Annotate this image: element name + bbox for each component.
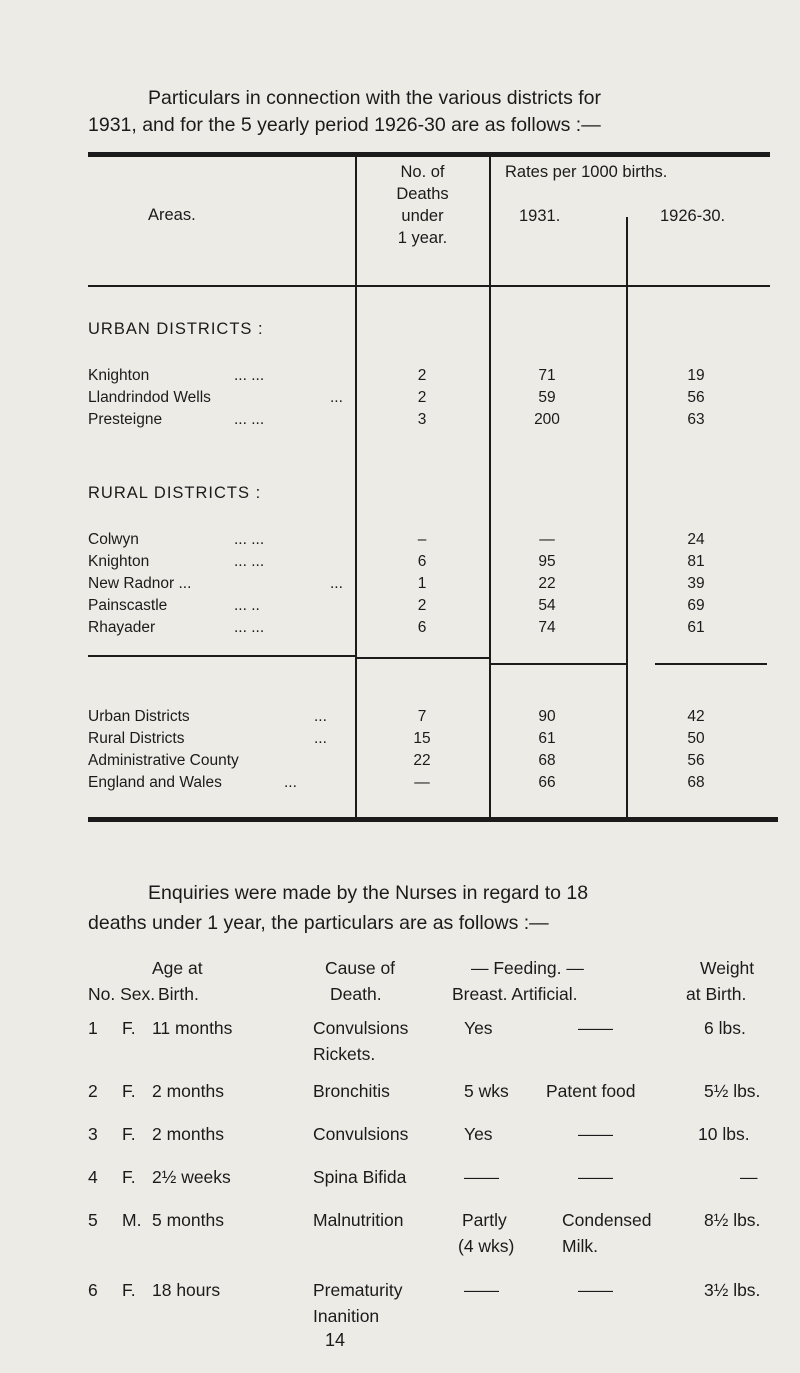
header-deaths-line-3: under [401, 207, 444, 225]
leader-dots: ... [330, 575, 343, 592]
leader-dots: ... [284, 774, 297, 791]
deaths-value: 2 [417, 389, 427, 406]
deaths-value: – [417, 531, 427, 548]
rate-1926-value: 42 [687, 708, 705, 725]
deaths-value: 22 [413, 752, 431, 769]
row-sex: F. [122, 1081, 136, 1101]
deaths-value: 3 [417, 411, 427, 428]
area-name: Knighton [88, 553, 150, 570]
header-feeding: — Feeding. — [471, 958, 584, 978]
row-number: 6 [88, 1280, 98, 1300]
row-breast: —— [464, 1167, 499, 1187]
row-age: 2 months [152, 1124, 224, 1144]
row-sex: F. [122, 1018, 136, 1038]
row-age: 11 months [152, 1018, 233, 1038]
rate-1931-value: 54 [538, 597, 556, 614]
row-number: 1 [88, 1018, 98, 1038]
header-areas: Areas. [148, 206, 196, 224]
row-artificial-2: Milk. [562, 1236, 598, 1256]
header-no-sex: No. Sex. [88, 984, 156, 1004]
rate-1931-value: — [539, 531, 555, 548]
row-breast: Yes [464, 1018, 493, 1038]
row-artificial: Patent food [546, 1081, 636, 1101]
area-name: Llandrindod Wells [88, 389, 211, 406]
header-1926-30: 1926-30. [660, 207, 726, 225]
rate-1926-value: 19 [687, 367, 705, 384]
row-cause-2: Rickets. [313, 1044, 376, 1064]
row-breast: —— [464, 1280, 499, 1300]
header-weight: Weight [700, 958, 755, 978]
row-breast: 5 wks [464, 1081, 509, 1101]
area-name: Urban Districts [88, 708, 190, 725]
leader-dots: ... [330, 389, 343, 406]
rate-1926-value: 61 [687, 619, 705, 636]
row-breast-2: (4 wks) [458, 1236, 515, 1256]
leader-dots: ... ... [234, 553, 265, 570]
page-number: 14 [325, 1330, 346, 1350]
area-name: Administrative County [88, 752, 239, 769]
summary-rule-1926 [655, 663, 767, 665]
row-breast: Partly [462, 1210, 507, 1230]
row-artificial: —— [578, 1167, 613, 1187]
deaths-value: 6 [417, 553, 427, 570]
header-deaths [370, 161, 475, 249]
row-age: 2½ weeks [152, 1167, 231, 1187]
header-deaths-line-4: 1 year. [397, 229, 448, 247]
row-cause: Convulsions [313, 1124, 409, 1144]
rate-1926-value: 24 [687, 531, 705, 548]
header-breast-artificial: Breast. Artificial. [452, 984, 578, 1004]
deaths-value: 6 [417, 619, 427, 636]
rate-1926-value: 68 [687, 774, 705, 791]
row-number: 5 [88, 1210, 98, 1230]
header-at-birth: at Birth. [686, 984, 747, 1004]
row-age: 18 hours [152, 1280, 221, 1300]
row-weight: 8½ lbs. [704, 1210, 761, 1230]
header-birth: Birth. [158, 984, 199, 1004]
leader-dots: ... ... [234, 531, 265, 548]
col-divider-2 [489, 152, 491, 820]
row-sex: F. [122, 1124, 136, 1144]
header-bottom-rule [88, 285, 770, 287]
rate-1931-value: 90 [538, 708, 556, 725]
intro-line-2: 1931, and for the 5 yearly period 1926-30 are as follows :— [88, 114, 601, 136]
area-name: Presteigne [88, 411, 163, 428]
area-name: Painscastle [88, 597, 168, 614]
row-artificial: —— [578, 1280, 613, 1300]
area-name: England and Wales [88, 774, 222, 791]
deaths-value: 1 [417, 575, 427, 592]
leader-dots: ... .. [234, 597, 260, 614]
header-rates: Rates per 1000 births. [505, 163, 668, 181]
row-artificial: —— [578, 1018, 613, 1038]
rural-districts-heading: RURAL DISTRICTS : [88, 484, 262, 502]
rate-1931-value: 68 [538, 752, 556, 769]
deaths-value: 7 [417, 708, 427, 725]
header-1931: 1931. [519, 207, 561, 225]
rate-1931-value: 71 [538, 367, 556, 384]
row-breast: Yes [464, 1124, 493, 1144]
row-cause: Malnutrition [313, 1210, 404, 1230]
area-name: Colwyn [88, 531, 139, 548]
enquiries-line-2: deaths under 1 year, the particulars are as follows :— [88, 912, 549, 934]
summary-rule-areas [88, 655, 356, 657]
rate-1931-value: 61 [538, 730, 556, 747]
header-age-at: Age at [152, 958, 203, 978]
row-weight: 6 lbs. [704, 1018, 746, 1038]
rate-1926-value: 50 [687, 730, 705, 747]
rate-1926-value: 81 [687, 553, 705, 570]
leader-dots: ... ... [234, 619, 265, 636]
urban-districts-heading: URBAN DISTRICTS : [88, 320, 264, 338]
row-weight: 10 lbs. [698, 1124, 750, 1144]
leader-dots: ... ... [234, 367, 265, 384]
row-sex: F. [122, 1167, 136, 1187]
header-death: Death. [330, 984, 382, 1004]
summary-rule-deaths [356, 657, 490, 659]
rate-1931-value: 95 [538, 553, 556, 570]
deaths-value: — [414, 774, 430, 791]
row-weight: — [740, 1167, 758, 1187]
header-deaths-line-1: No. of [400, 163, 445, 181]
area-name: Rural Districts [88, 730, 185, 747]
table-top-rule [88, 152, 770, 157]
table-bottom-rule [88, 817, 778, 822]
leader-dots: ... [314, 730, 327, 747]
row-age: 5 months [152, 1210, 224, 1230]
header-cause-of: Cause of [325, 958, 396, 978]
rate-1931-value: 22 [538, 575, 556, 592]
row-cause-2: Inanition [313, 1306, 380, 1326]
rate-1931-value: 66 [538, 774, 556, 791]
rate-1931-value: 200 [534, 411, 560, 428]
col-divider-3 [626, 217, 628, 820]
intro-line-1: Particulars in connection with the various districts for [148, 87, 602, 109]
row-artificial: Condensed [562, 1210, 652, 1230]
row-cause: Bronchitis [313, 1081, 390, 1101]
row-artificial: —— [578, 1124, 613, 1144]
rate-1926-value: 63 [687, 411, 705, 428]
rate-1926-value: 56 [687, 752, 705, 769]
deaths-value: 2 [417, 367, 427, 384]
header-deaths-line-2: Deaths [396, 185, 449, 203]
rate-1926-value: 56 [687, 389, 705, 406]
row-age: 2 months [152, 1081, 224, 1101]
deaths-value: 2 [417, 597, 427, 614]
area-name: New Radnor ... [88, 575, 192, 592]
area-name: Rhayader [88, 619, 156, 636]
row-weight: 5½ lbs. [704, 1081, 761, 1101]
row-cause: Convulsions [313, 1018, 409, 1038]
summary-rule-1931 [490, 663, 626, 665]
row-sex: F. [122, 1280, 136, 1300]
row-number: 4 [88, 1167, 98, 1187]
row-cause: Prematurity [313, 1280, 403, 1300]
rate-1931-value: 74 [538, 619, 556, 636]
leader-dots: ... [314, 708, 327, 725]
rate-1931-value: 59 [538, 389, 556, 406]
row-number: 2 [88, 1081, 98, 1101]
rate-1926-value: 69 [687, 597, 705, 614]
row-sex: M. [122, 1210, 142, 1230]
row-number: 3 [88, 1124, 98, 1144]
rate-1926-value: 39 [687, 575, 705, 592]
col-divider-1 [355, 152, 357, 820]
row-cause: Spina Bifida [313, 1167, 407, 1187]
row-weight: 3½ lbs. [704, 1280, 761, 1300]
area-name: Knighton [88, 367, 150, 384]
deaths-value: 15 [413, 730, 431, 747]
leader-dots: ... ... [234, 411, 265, 428]
enquiries-line-1: Enquiries were made by the Nurses in regard to 18 [148, 882, 589, 904]
